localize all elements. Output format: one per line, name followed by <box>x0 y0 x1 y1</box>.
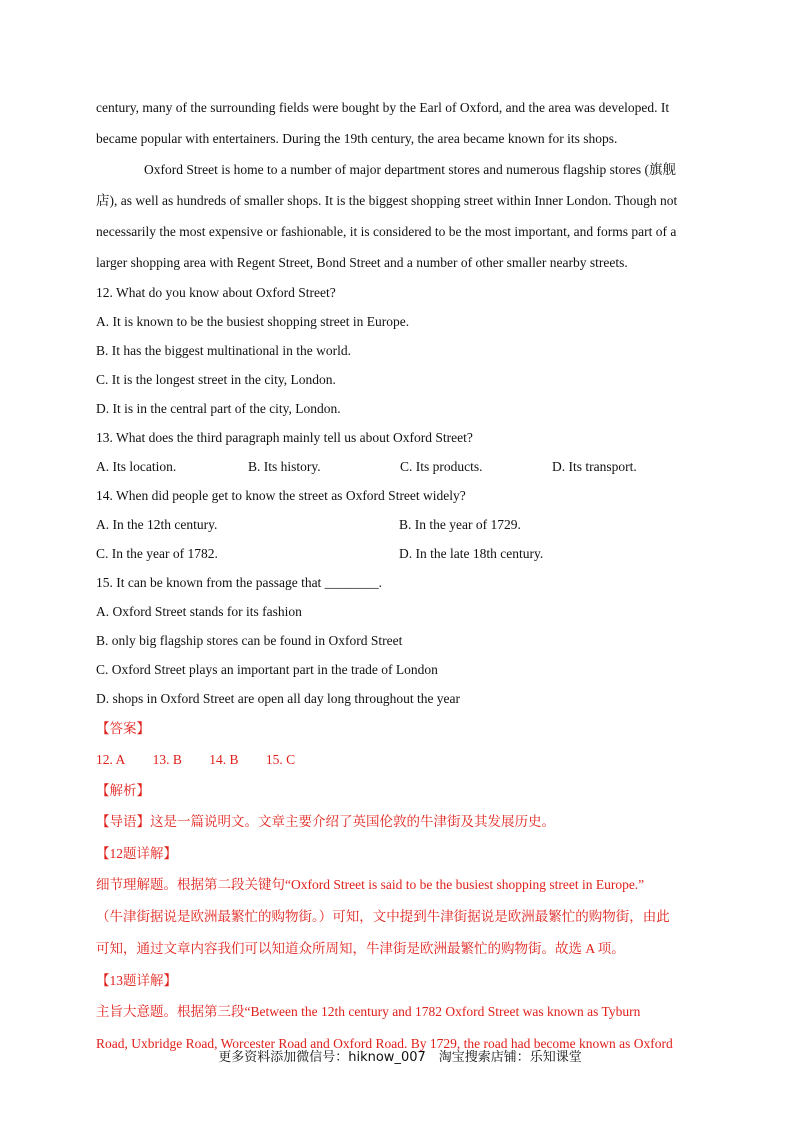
question-15-option-d: D. shops in Oxford Street are open all day long throughout the year <box>96 691 461 706</box>
answer-item: 12. A <box>96 752 126 767</box>
question-14-options-row-1 <box>96 510 706 539</box>
question-12-option-a: A. It is known to be the busiest shopping street in Europe. <box>96 314 410 329</box>
question-13-options <box>96 452 706 481</box>
answer-item: 14. B <box>209 752 239 767</box>
q12-analysis-line: 可知，通过文章内容我们可以知道众所周知，牛津街是欧洲最繁忙的购物街。故选 A 项。 <box>96 941 625 956</box>
page-footer: 更多资料添加微信号：hiknow_007 淘宝搜索店铺：乐知课堂 <box>218 1050 582 1065</box>
q12-analysis-line: 细节理解题。根据第二段关键句“Oxford Street is said to be the busiest shopping street in Europe.” <box>96 877 645 892</box>
question-12-option-b: B. It has the biggest multinational in the world. <box>96 343 351 358</box>
question-13-option-a: A. Its location. <box>96 459 177 474</box>
question-13-option-b: B. Its history. <box>248 459 321 474</box>
answer-heading: 【答案】 <box>96 721 150 736</box>
passage-line: larger shopping area with Regent Street, Bond Street and a number of other smaller nearby streets. <box>96 255 628 270</box>
question-15-option-b: B. only big flagship stores can be found in Oxford Street <box>96 633 403 648</box>
q12-analysis-heading: 【12题详解】 <box>96 846 177 861</box>
answer-key <box>96 744 706 775</box>
question-12-option-c: C. It is the longest street in the city, London. <box>96 372 336 387</box>
question-15-stem: 15. It can be known from the passage that ________. <box>96 575 383 590</box>
question-15-option-a: A. Oxford Street stands for its fashion <box>96 604 302 619</box>
q13-analysis-heading: 【13题详解】 <box>96 973 177 988</box>
q13-analysis-line: Road, Uxbridge Road, Worcester Road and Oxford Road. By 1729, the road had become known as Oxford <box>96 1036 673 1051</box>
q13-analysis-line: 主旨大意题。根据第三段“Between the 12th century and 1782 Oxford Street was known as Tyburn <box>96 1004 641 1019</box>
document-page <box>96 92 706 1060</box>
question-12-stem: 12. What do you know about Oxford Street? <box>96 285 336 300</box>
question-14-stem: 14. When did people get to know the street as Oxford Street widely? <box>96 488 466 503</box>
question-14-options-row-2 <box>96 539 706 568</box>
question-14-option-a: A. In the 12th century. <box>96 517 218 532</box>
passage-line: became popular with entertainers. During the 19th century, the area became known for its shops. <box>96 131 618 146</box>
question-14-option-c: C. In the year of 1782. <box>96 546 218 561</box>
passage-line: Oxford Street is home to a number of major department stores and numerous flagship stores (旗舰 <box>144 162 677 177</box>
answer-item: 15. C <box>265 752 296 767</box>
question-13-option-c: C. Its products. <box>400 459 483 474</box>
question-15-option-c: C. Oxford Street plays an important part in the trade of London <box>96 662 438 677</box>
passage-line: necessarily the most expensive or fashionable, it is considered to be the most important, and forms part of a <box>96 224 677 239</box>
analysis-intro: 【导语】这是一篇说明文。文章主要介绍了英国伦敦的牛津街及其发展历史。 <box>96 814 555 829</box>
question-12-option-d: D. It is in the central part of the city, London. <box>96 401 341 416</box>
answer-item: 13. B <box>152 752 182 767</box>
question-14-option-b: B. In the year of 1729. <box>399 517 521 532</box>
passage-line: century, many of the surrounding fields were bought by the Earl of Oxford, and the area was developed. It <box>96 100 670 115</box>
analysis-heading: 【解析】 <box>96 783 150 798</box>
passage-line: 店), as well as hundreds of smaller shops. It is the biggest shopping street within Inner London. Though not <box>96 193 678 208</box>
question-14-option-d: D. In the late 18th century. <box>399 546 544 561</box>
question-13-stem: 13. What does the third paragraph mainly tell us about Oxford Street? <box>96 430 473 445</box>
q12-analysis-line: （牛津街据说是欧洲最繁忙的购物街。）可知，文中提到牛津街据说是欧洲最繁忙的购物街，由此 <box>96 909 670 924</box>
question-13-option-d: D. Its transport. <box>552 459 637 474</box>
